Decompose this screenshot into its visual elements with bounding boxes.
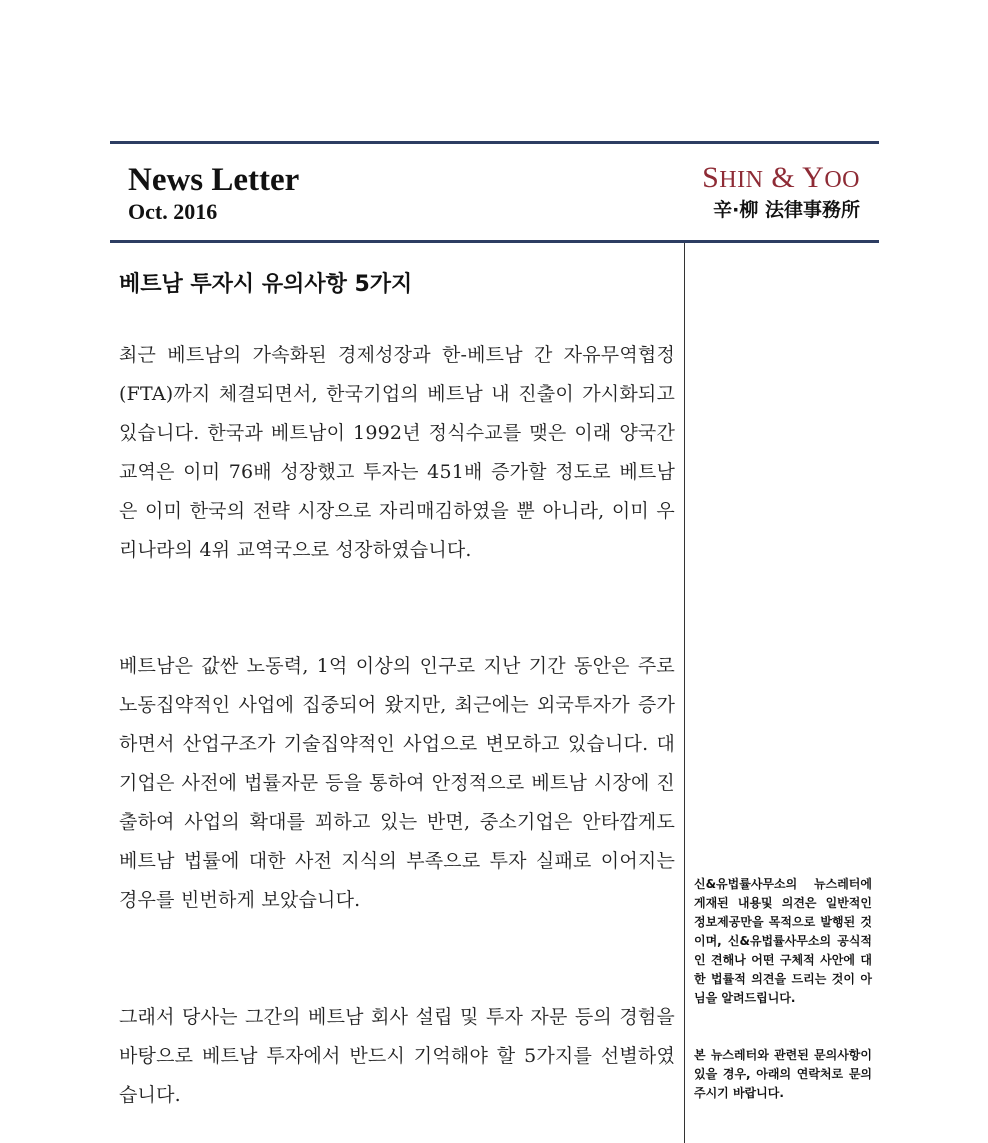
header-top-rule [110, 141, 879, 144]
column-divider [684, 243, 685, 1143]
header-bottom-rule [110, 240, 879, 243]
article-paragraph-3: 그래서 당사는 그간의 베트남 회사 설립 및 투자 자문 등의 경험을 바탕으로 베트남 투자에서 반드시 기억해야 할 5가지를 선별하였습니다. [119, 1006, 675, 1106]
firm-logo-name [702, 160, 860, 198]
newsletter-date: Oct. 2016 [128, 199, 218, 224]
article-paragraph-2: 베트남은 값싼 노동력, 1억 이상의 인구로 지난 기간 동안은 주로 노동집약적인 사업에 집중되어 왔지만, 최근에는 외국투자가 증가하면서 산업구조가 기술집약적인 사업으로 변모하고 있습니다. 대기업은 사전에 법률자문 등을 통하여 안정적으로 베트남 시장에 진출하여 사업의 확대를 꾀하고 있는 반면, 중소기업은 안타깝게도 베트남 법률에 대한 사전 지식의 부족으로 투자 실패로 이어지는 경우를 빈번하게 보았습니다. [119, 655, 675, 911]
firm-name-rest-1: HIN [719, 167, 764, 193]
firm-name-rest-2: OO [824, 167, 860, 193]
sidebar-disclaimer: 신&유법률사무소의 뉴스레터에 게재된 내용및 의견은 일반적인 정보제공만을 목적으로 발행된 것이며, 신&유법률사무소의 공식적인 견해나 어떤 구체적 사안에 대한 법률적 의견을 드리는 것이 아님을 알려드립니다. [694, 877, 872, 1005]
firm-name-korean: 辛·柳 法律事務所 [713, 199, 860, 221]
firm-name-ampersand: & [763, 161, 803, 194]
article-paragraph-1: 최근 베트남의 가속화된 경제성장과 한-베트남 간 자유무역협정(FTA)까지 체결되면서, 한국기업의 베트남 내 진출이 가시화되고 있습니다. 한국과 베트남이 1992년 정식수교를 맺은 이래 양국간 교역은 이미 76배 성장했고 투자는 451배 증가할 정도로 베트남은 이미 한국의 전략 시장으로 자리매김하였을 뿐 아니라, 이미 우리나라의 4위 교역국으로 성장하였습니다. [119, 344, 675, 561]
firm-name-initial-2: Y [802, 161, 825, 194]
newsletter-title: News Letter [128, 162, 300, 198]
firm-name-initial-1: S [702, 161, 720, 194]
article-title: 베트남 투자시 유의사항 5가지 [119, 272, 413, 297]
sidebar-contact-note: 본 뉴스레터와 관련된 문의사항이 있을 경우, 아래의 연락처로 문의주시기 바랍니다. [694, 1048, 872, 1100]
